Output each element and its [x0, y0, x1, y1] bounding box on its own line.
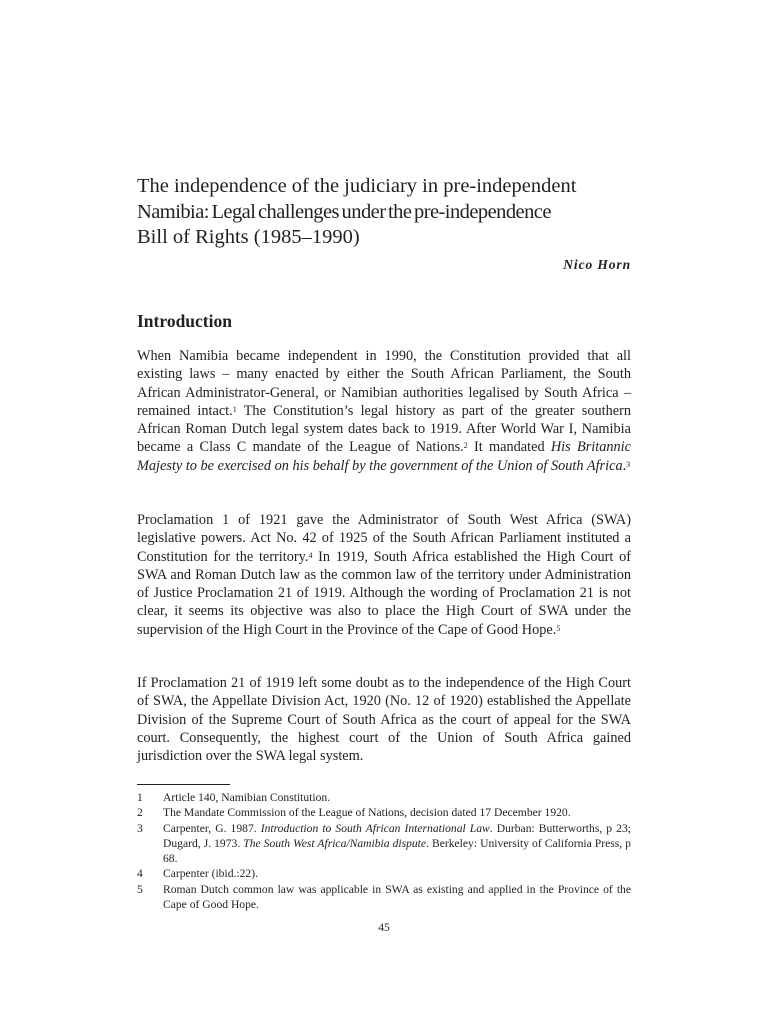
fn3-text-3: . Berkeley: University of California Press, p 68.: [163, 836, 631, 866]
p2-text-b: In 1919, South Africa established the High Court of SWA and Roman Dutch law as the common law of the territory under Administration of Justice Proclamation 21 of 1919. Although the wording of Proclamation 21 is not clear, it seems its objective was also to place the High Court of SWA under the supervision of the High Court in the Province of the Cape of Good Hope.: [137, 548, 631, 638]
footnote-ref-1: 1: [232, 404, 237, 414]
footnote-number: 2: [137, 806, 143, 820]
footnote-ref-2: 2: [463, 441, 468, 451]
footnote-ref-5: 5: [556, 623, 561, 633]
p1-text-a: When Namibia became independent in 1990, the Constitution provided that all existing laws – many enacted by either the South African Parliament, the South African Administrator-General, or Namibian authorities legalised by South Africa – remained intact.: [137, 348, 631, 419]
footnote-text: Carpenter (ibid.:22).: [163, 867, 258, 881]
footnotes: [137, 790, 631, 912]
footnote-text: Article 140, Namibian Constitution.: [163, 791, 331, 804]
footnote-2: [137, 805, 631, 820]
footnote-number: 1: [137, 791, 143, 804]
footnote-number: 5: [137, 882, 143, 896]
paragraph-2: [137, 511, 631, 639]
p2-text-a: Proclamation 1 of 1921 gave the Administrator of South West Africa (SWA) legislative powers. Act No. 42 of 1925 of the South African Parliament instituted a Constitution for the territory.: [137, 512, 631, 565]
footnote-ref-4: 4: [308, 550, 313, 560]
author-name: Nico Horn: [563, 257, 631, 272]
footnote-divider: [137, 784, 230, 785]
title-line-2: Namibia: Legal challenges under the pre-independence: [137, 200, 551, 223]
footnote-text: [163, 821, 631, 867]
footnote-number: 3: [137, 821, 143, 835]
footnote-4: [137, 866, 631, 881]
paragraph-3: If Proclamation 21 of 1919 left some doubt as to the independence of the High Court of SWA, the Appellate Division Act, 1920 (No. 12 of 1920) established the Appellate Division of the Supreme Court of South Africa as the court of appeal for the SWA court. Consequently, the highest court of the Union of South Africa gained jurisdiction over the SWA legal system.: [137, 675, 631, 765]
title-line-3: Bill of Rights (1985–1990): [137, 226, 360, 249]
footnote-text: The Mandate Commission of the League of Nations, decision dated 17 December 1920.: [163, 806, 571, 820]
footnote-3: [137, 821, 631, 867]
footnote-number: 4: [137, 867, 143, 881]
fn3-italic-1: Introduction to South African International Law: [260, 821, 490, 835]
footnote-text: Roman Dutch common law was applicable in SWA as existing and applied in the Province of the Cape of Good Hope.: [163, 882, 631, 912]
p1-text-b: The Constitution’s legal history as part of the greater southern African Roman Dutch legal system dates back to 1919. After World War I, Namibia became a Class C mandate of the League of Nations.: [137, 402, 631, 456]
footnote-1: [137, 790, 631, 805]
chapter-title: [137, 174, 631, 251]
fn3-italic-2: The South West Africa/Namibia dispute: [243, 836, 427, 850]
paragraph-1: [137, 347, 631, 475]
section-heading: Introduction: [137, 311, 232, 331]
p1-italic-text: His Britannic Majesty to be exercised on his behalf by the government of the Union of South Africa: [137, 439, 631, 474]
title-line-1: The independence of the judiciary in pre-independent: [137, 175, 577, 197]
p1-text-d: .: [622, 457, 627, 474]
fn3-text-2: . Durban: Butterworths, p 23; Dugard, J. 1973.: [163, 821, 631, 850]
fn3-text-1: Carpenter, G. 1987.: [163, 821, 261, 835]
p1-text-c: It mandated: [467, 439, 551, 456]
page-number: 45: [378, 921, 390, 934]
footnote-5: [137, 882, 631, 913]
footnote-ref-3: 3: [626, 459, 631, 469]
